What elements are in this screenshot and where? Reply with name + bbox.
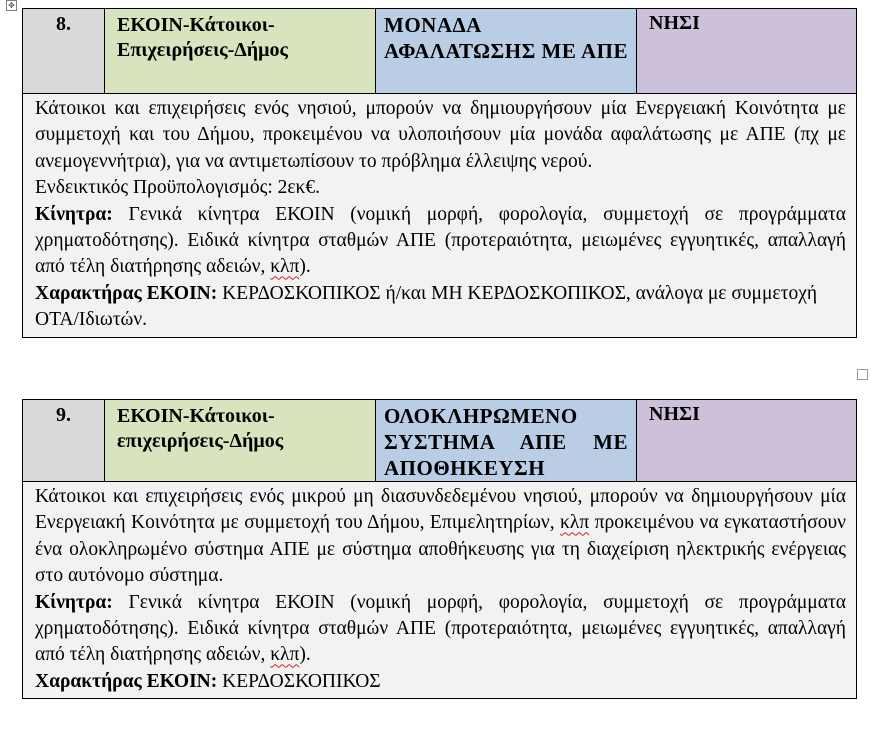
- spellcheck-word: κλπ: [270, 644, 300, 666]
- incentives-end: ).: [299, 256, 311, 278]
- project-area-cell: ΝΗΣΙ: [637, 400, 857, 482]
- character-paragraph: [35, 669, 846, 695]
- table-header-row: [23, 9, 857, 94]
- character-label: Χαρακτήρας ΕΚΟΙΝ:: [35, 670, 218, 692]
- spellcheck-word: κλπ: [270, 256, 300, 278]
- project-area-cell: ΝΗΣΙ: [637, 9, 857, 94]
- incentives-end: ).: [299, 644, 311, 666]
- project-description-cell: [23, 482, 857, 699]
- incentives-label: Κίνητρα:: [35, 591, 113, 613]
- description-text-b: προκειμένου να εγκαταστήσουν ένα ολοκληρωμένο σύστημα ΑΠΕ με σύστημα αποθήκευσης για τη διαχείριση ηλεκτρικής ενέργειας στο αυτόνομο σύστημα.: [35, 512, 846, 587]
- character-text: ΚΕΡΔΟΣΚΟΠΙΚΟΣ: [217, 670, 381, 692]
- description-paragraph: [35, 484, 846, 590]
- table-resize-handle-icon[interactable]: [857, 369, 868, 380]
- description-paragraph: Κάτοικοι και επιχειρήσεις ενός νησιού, μπορούν να δημιουργήσουν μία Ενεργειακή Κοινότητα με συμμετοχή και του Δήμου, προκειμένου να υλοποιήσουν μία μονάδα αφαλάτωσης με ΑΠΕ (πχ με ανεμογεννήτρια), για να αντιμετωπίσουν το πρόβλημα έλλειψης νερού.: [35, 98, 846, 172]
- incentives-text: Γενικά κίνητρα ΕΚΟΙΝ (νομική μορφή, φορολογία, συμμετοχή σε προγράμματα χρηματοδότησης). Ειδικά κίνητρα σταθμών ΑΠΕ (προτεραιότητα, μειωμένες εγγυητικές, απαλλαγή από τέλη διατήρησης αδειών,: [35, 203, 846, 278]
- character-text: ΚΕΡΔΟΣΚΟΠΙΚΟΣ ή/και ΜΗ ΚΕΡΔΟΣΚΟΠΙΚΟΣ, ανάλογα με συμμετοχή ΟΤΑ/Ιδιωτών.: [35, 282, 818, 331]
- project-name-cell: ΜΟΝΑΔΑ ΑΦΑΛΑΤΩΣΗΣ ΜΕ ΑΠΕ: [376, 9, 637, 94]
- project-table-8: [22, 8, 857, 338]
- table-move-handle-icon[interactable]: ✥: [6, 0, 17, 11]
- project-name-cell: ΟΛΟΚΛΗΡΩΜΕΝΟ ΣΥΣΤΗΜΑ ΑΠΕ ΜΕ ΑΠΟΘΗΚΕΥΣΗ: [376, 400, 637, 482]
- table-body-row: [23, 482, 857, 699]
- table-body-row: [23, 94, 857, 338]
- project-actors-cell: ΕΚΟΙΝ-Κάτοικοι-Επιχειρήσεις-Δήμος: [105, 9, 376, 94]
- incentives-label: Κίνητρα:: [35, 203, 113, 225]
- character-label: Χαρακτήρας ΕΚΟΙΝ:: [35, 282, 218, 304]
- project-table-9: [22, 399, 857, 699]
- incentives-paragraph: [35, 202, 846, 281]
- incentives-paragraph: [35, 590, 846, 669]
- spellcheck-word: κλπ: [560, 512, 590, 534]
- table-header-row: [23, 400, 857, 482]
- project-number-cell: 8.: [23, 9, 105, 94]
- description-text-a: Κάτοικοι και επιχειρήσεις ενός μικρού μη διασυνδεδεμένου νησιού, μπορούν να δημιουργήσουν μία Ενεργειακή Κοινότητα με συμμετοχή του Δήμου, Επιμελητηρίων,: [35, 486, 846, 534]
- character-paragraph: [35, 281, 846, 334]
- project-description-cell: [23, 94, 857, 338]
- incentives-text: Γενικά κίνητρα ΕΚΟΙΝ (νομική μορφή, φορολογία, συμμετοχή σε προγράμματα χρηματοδότησης). Ειδικά κίνητρα σταθμών ΑΠΕ (προτεραιότητα, μειωμένες εγγυητικές, απαλλαγή από τέλη διατήρησης αδειών,: [35, 591, 846, 666]
- project-number-cell: 9.: [23, 400, 105, 482]
- project-actors-cell: ΕΚΟΙΝ-Κάτοικοι-επιχειρήσεις-Δήμος: [105, 400, 376, 482]
- budget-paragraph: Ενδεικτικός Προϋπολογισμός: 2εκ€.: [35, 177, 321, 199]
